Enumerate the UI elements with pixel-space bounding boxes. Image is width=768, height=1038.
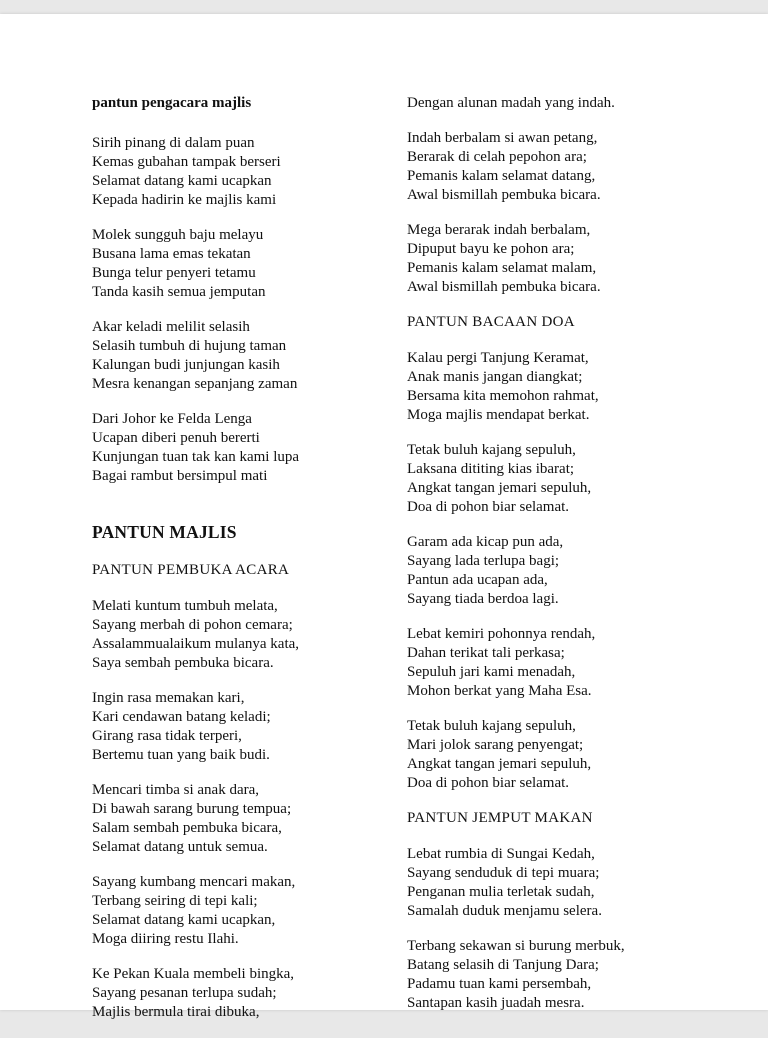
pantun-stanza [407,441,710,517]
poem-line: Tetak buluh kajang sepuluh, [407,442,576,458]
poem-line: Mencari timba si anak dara, [92,782,260,798]
pantun-stanza [92,410,407,486]
poem-line: Moga diiring restu Ilahi. [92,931,239,947]
pantun-stanza [92,226,407,302]
poem-line: Terbang sekawan si burung merbuk, [407,938,625,954]
poem-line: Doa di pohon biar selamat. [407,775,570,791]
poem-line: Samalah duduk menjamu selera. [407,903,602,919]
poem-line: Dari Johor ke Felda Lenga [92,411,252,427]
poem-line: Berarak di celah pepohon ara; [407,149,587,165]
pantun-stanza [407,845,710,921]
poem-line: Selamat datang kami ucapkan [92,173,272,189]
poem-line: Assalammualaikum mulanya kata, [92,636,300,652]
major-heading: PANTUN MAJLIS [92,522,237,542]
poem-line: Awal bismillah pembuka bicara. [407,187,601,203]
poem-line: Kalau pergi Tanjung Keramat, [407,350,589,366]
poem-line: Bersama kita memohon rahmat, [407,388,599,404]
poem-line: Bertemu tuan yang baik budi. [92,747,270,763]
poem-line: Girang rasa tidak terperi, [92,728,242,744]
poem-line: Moga majlis mendapat berkat. [407,407,590,423]
poem-line: Bagai rambut bersimpul mati [92,468,268,484]
poem-line: Sayang pesanan terlupa sudah; [92,985,277,1001]
pantun-stanza [92,597,407,673]
poem-line: Awal bismillah pembuka bicara. [407,279,601,295]
poem-line: Angkat tangan jemari sepuluh, [407,756,592,772]
pantun-stanza [92,689,407,765]
poem-line: Salam sembah pembuka bicara, [92,820,282,836]
pantun-stanza [407,94,710,113]
poem-line: Dipuput bayu ke pohon ara; [407,241,575,257]
poem-line: Penganan mulia terletak sudah, [407,884,595,900]
poem-line: Ucapan diberi penuh bererti [92,430,260,446]
poem-line: Angkat tangan jemari sepuluh, [407,480,592,496]
poem-line: Laksana dititing kias ibarat; [407,461,575,477]
left-column [92,94,407,1038]
poem-line: Batang selasih di Tanjung Dara; [407,957,599,973]
poem-line: Tetak buluh kajang sepuluh, [407,718,576,734]
poem-line: Tanda kasih semua jemputan [92,284,266,300]
pantun-stanza [407,129,710,205]
poem-line: Kunjungan tuan tak kan kami lupa [92,449,300,465]
poem-line: Selasih tumbuh di hujung taman [92,338,287,354]
poem-line: Majlis bermula tirai dibuka, [92,1004,260,1020]
section-heading: PANTUN JEMPUT MAKAN [407,810,593,826]
right-column [407,94,710,1038]
poem-line: Kari cendawan batang keladi; [92,709,271,725]
poem-line: Dengan alunan madah yang indah. [407,95,615,111]
poem-line: Melati kuntum tumbuh melata, [92,598,278,614]
pantun-stanza [92,318,407,394]
pantun-stanza [92,134,407,210]
poem-line: Akar keladi melilit selasih [92,319,250,335]
document-title: pantun pengacara majlis [92,95,252,111]
poem-line: Mega berarak indah berbalam, [407,222,591,238]
section-heading: PANTUN PEMBUKA ACARA [92,562,290,578]
document-page [0,14,768,1020]
pantun-stanza [92,873,407,949]
poem-line: Kalungan budi junjungan kasih [92,357,280,373]
poem-line: Sayang tiada berdoa lagi. [407,591,559,607]
poem-line: Sayang kumbang mencari makan, [92,874,296,890]
poem-line: Garam ada kicap pun ada, [407,534,564,550]
poem-line: Sepuluh jari kami menadah, [407,664,576,680]
poem-line: Mohon berkat yang Maha Esa. [407,683,592,699]
pantun-stanza [407,625,710,701]
poem-line: Ke Pekan Kuala membeli bingka, [92,966,295,982]
section-heading: PANTUN BACAAN DOA [407,314,575,330]
poem-line: Selamat datang untuk semua. [92,839,268,855]
poem-line: Kepada hadirin ke majlis kami [92,192,277,208]
poem-line: Terbang seiring di tepi kali; [92,893,258,909]
poem-line: Pemanis kalam selamat malam, [407,260,597,276]
poem-line: Doa di pohon biar selamat. [407,499,570,515]
poem-line: Saya sembah pembuka bicara. [92,655,274,671]
pantun-stanza [92,781,407,857]
pantun-stanza [407,717,710,793]
pantun-stanza [92,965,407,1022]
pantun-stanza [407,533,710,609]
poem-line: Pantun ada ucapan ada, [407,572,548,588]
poem-line: Santapan kasih juadah mesra. [407,995,585,1011]
poem-line: Mesra kenangan sepanjang zaman [92,376,298,392]
pantun-stanza [407,221,710,297]
poem-line: Ingin rasa memakan kari, [92,690,245,706]
page-content [0,14,768,1038]
poem-line: Anak manis jangan diangkat; [407,369,583,385]
poem-line: Sayang lada terlupa bagi; [407,553,560,569]
poem-line: Mari jolok sarang penyengat; [407,737,584,753]
pantun-stanza [407,937,710,1013]
poem-line: Di bawah sarang burung tempua; [92,801,292,817]
poem-line: Padamu tuan kami persembah, [407,976,592,992]
poem-line: Pemanis kalam selamat datang, [407,168,596,184]
poem-line: Sayang merbah di pohon cemara; [92,617,293,633]
poem-line: Sayang senduduk di tepi muara; [407,865,600,881]
poem-line: Selamat datang kami ucapkan, [92,912,276,928]
poem-line: Bunga telur penyeri tetamu [92,265,256,281]
pantun-stanza [407,349,710,425]
poem-line: Dahan terikat tali perkasa; [407,645,565,661]
poem-line: Molek sungguh baju melayu [92,227,264,243]
poem-line: Lebat rumbia di Sungai Kedah, [407,846,595,862]
poem-line: Busana lama emas tekatan [92,246,251,262]
poem-line: Indah berbalam si awan petang, [407,130,598,146]
poem-line: Sirih pinang di dalam puan [92,135,255,151]
poem-line: Kemas gubahan tampak berseri [92,154,281,170]
poem-line: Lebat kemiri pohonnya rendah, [407,626,596,642]
